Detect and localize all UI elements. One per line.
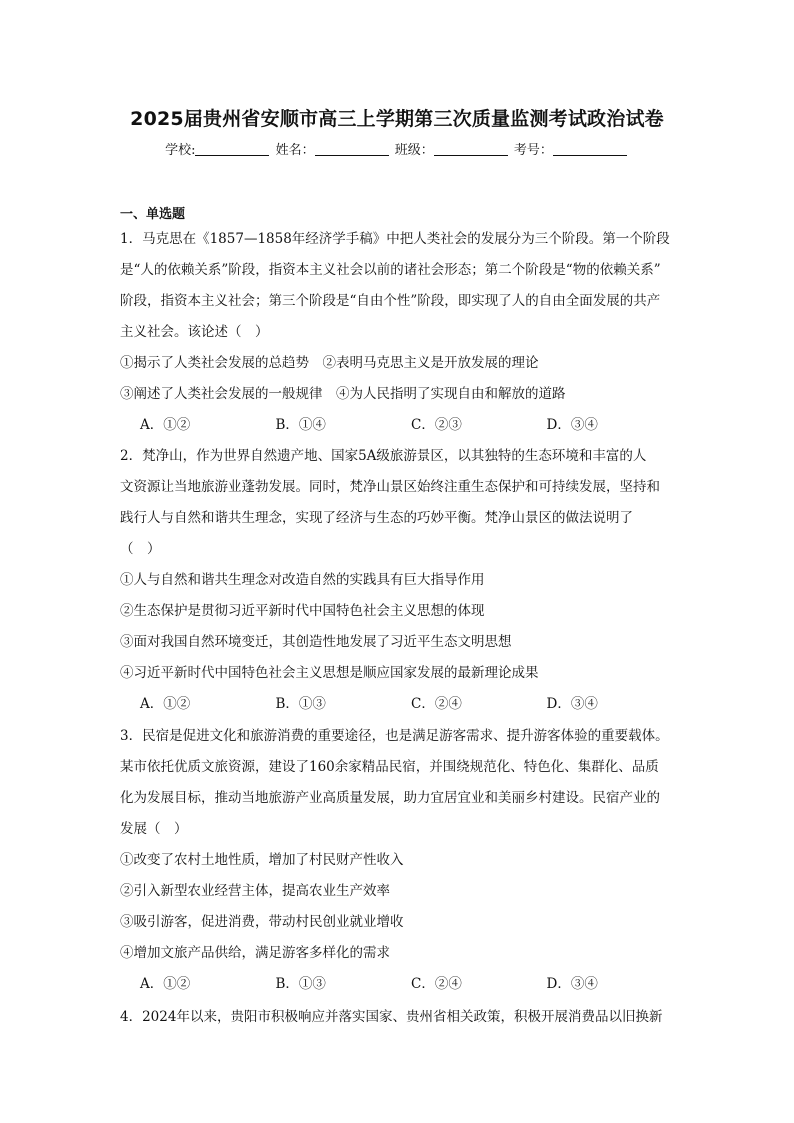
exam-number-blank[interactable] [553, 143, 627, 156]
question-3-option: ④增加文旅产品供给，满足游客多样化的需求 [120, 945, 390, 961]
question-3-option: ③吸引游客，促进消费，带动村民创业就业增收 [120, 914, 404, 930]
question-3-choices [120, 969, 682, 1000]
school-blank[interactable] [195, 143, 269, 156]
choice-d[interactable]: D．③④ [546, 696, 598, 712]
class-label: 班级： [394, 143, 434, 158]
question-2-line: （ ） [120, 541, 161, 557]
question-2 [120, 441, 682, 720]
question-1-line: 1．马克思在《1857—1858年经济学手稿》中把人类社会的发展分为三个阶段。第一个阶段 [120, 231, 670, 247]
question-2-option: ②生态保护是贯彻习近平新时代中国特色社会主义思想的体现 [120, 603, 485, 619]
question-2-line: 践行人与自然和谐共生理念，实现了经济与生态的巧妙平衡。梵净山景区的做法说明了 [120, 510, 633, 526]
question-3-line: 发展（ ） [120, 821, 188, 837]
choice-d[interactable]: D．③④ [546, 417, 598, 433]
choice-d[interactable]: D．③④ [546, 976, 598, 992]
student-info-row [0, 139, 794, 158]
choice-b[interactable]: B．①③ [275, 696, 326, 712]
choice-c[interactable]: C．②④ [411, 976, 462, 992]
section-heading: 一、单选题 [120, 207, 186, 222]
question-3-line: 3．民宿是促进文化和旅游消费的重要途径，也是满足游客需求、提升游客体验的重要载体。 [120, 728, 669, 744]
question-1-choices [120, 410, 682, 441]
class-field [395, 139, 510, 158]
question-1-line: 阶段，指资本主义社会；第三个阶段是“自由个性”阶段，即实现了人的自由全面发展的共产 [120, 293, 661, 309]
question-3 [120, 721, 682, 1000]
choice-b[interactable]: B．①④ [275, 417, 326, 433]
choice-a[interactable]: A．①② [140, 696, 191, 712]
choice-b[interactable]: B．①③ [275, 976, 326, 992]
question-2-option: ④习近平新时代中国特色社会主义思想是顺应国家发展的最新理论成果 [120, 665, 539, 681]
school-field [165, 139, 271, 158]
exam-number-label: 考号： [513, 143, 553, 158]
exam-title: 2025届贵州省安顺市高三上学期第三次质量监测考试政治试卷 [130, 108, 664, 130]
question-3-line: 化为发展目标，推动当地旅游产业高质量发展，助力宜居宜业和美丽乡村建设。民宿产业的 [120, 790, 660, 806]
choice-a[interactable]: A．①② [140, 417, 191, 433]
question-2-choices [120, 689, 682, 720]
question-1-line: 是“人的依赖关系”阶段，指资本主义社会以前的诸社会形态；第二个阶段是“物的依赖关系” [120, 262, 661, 278]
name-label: 姓名： [275, 143, 315, 158]
choice-a[interactable]: A．①② [140, 976, 191, 992]
school-label: 学校: [165, 143, 196, 158]
question-4 [120, 1002, 682, 1033]
question-3-line: 某市依托优质文旅资源，建设了160余家精品民宿，并围绕规范化、特色化、集群化、品质 [120, 759, 659, 775]
question-1-option: ③阐述了人类社会发展的一般规律 ④为人民指明了实现自由和解放的道路 [120, 386, 566, 402]
question-2-line: 2．梵净山，作为世界自然遗产地、国家5A级旅游景区，以其独特的生态环境和丰富的人 [120, 448, 647, 464]
question-1-line: 主义社会。该论述（ ） [120, 324, 269, 340]
choice-c[interactable]: C．②③ [411, 417, 462, 433]
question-2-option: ①人与自然和谐共生理念对改造自然的实践具有巨大指导作用 [120, 572, 485, 588]
name-blank[interactable] [315, 143, 389, 156]
question-3-option: ①改变了农村土地性质，增加了村民财产性收入 [120, 852, 404, 868]
exam-number-field [514, 139, 629, 158]
question-3-option: ②引入新型农业经营主体，提高农业生产效率 [120, 883, 390, 899]
question-4-line: 4．2024年以来，贵阳市积极响应并落实国家、贵州省相关政策，积极开展消费品以旧换新 [120, 1009, 663, 1025]
choice-c[interactable]: C．②④ [411, 696, 462, 712]
question-2-line: 文资源让当地旅游业蓬勃发展。同时，梵净山景区始终注重生态保护和可持续发展，坚持和 [120, 479, 660, 495]
question-1-option: ①揭示了人类社会发展的总趋势 ②表明马克思主义是开放发展的理论 [120, 355, 539, 371]
question-2-option: ③面对我国自然环境变迁，其创造性地发展了习近平生态文明思想 [120, 634, 512, 650]
question-1 [120, 224, 682, 441]
name-field [276, 139, 391, 158]
class-blank[interactable] [434, 143, 508, 156]
